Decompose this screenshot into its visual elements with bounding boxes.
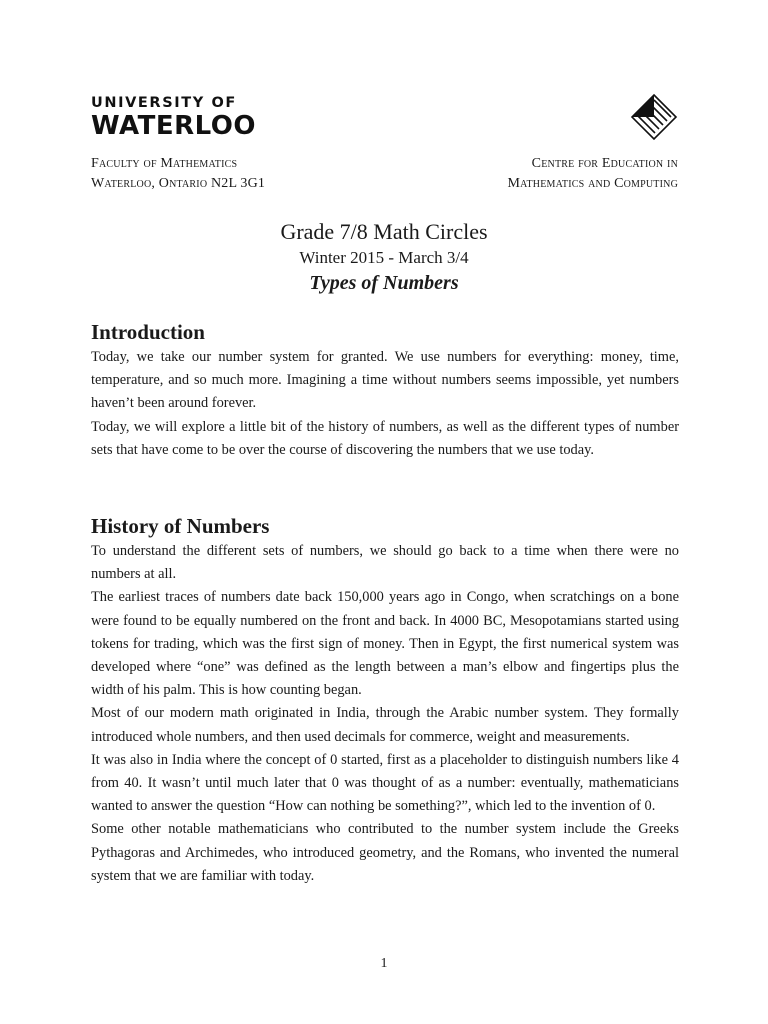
faculty-name: Faculty of Mathematics [91, 156, 238, 171]
history-paragraph: The earliest traces of numbers date back 150,000 years ago in Congo, when scratchings on a bone were found to be equally numbered on the front and back. In 4000 BC, Mesopotamians started using tokens for trading, which was the first sign of money. Then in Egypt, the first numerical system was developed where “one” was defined as the length between a man’s elbow and fingertips plus the width of his palm. This is how counting began. [91, 589, 679, 699]
centre-name [508, 154, 678, 194]
section-heading-history: History of Numbers [91, 514, 270, 538]
section-history-of-numbers [91, 512, 679, 888]
logo-line-waterloo: WATERLOO [91, 110, 256, 141]
faculty-city: Waterloo, Ontario N2L 3G1 [91, 176, 266, 191]
page-number: 1 [380, 956, 388, 971]
history-paragraph: To understand the different sets of numbers, we should go back to a time when there were no numbers at all. [91, 543, 679, 583]
section-heading-introduction: Introduction [91, 320, 205, 344]
centre-name-line2: Mathematics and Computing [507, 176, 678, 191]
document-date: Winter 2015 - March 3/4 [299, 248, 469, 267]
intro-paragraph: Today, we take our number system for granted. We use numbers for everything: money, time, temperature, and so much more. Imagining a time without numbers seems impossible, yet numbers haven’t been around forever. [91, 349, 679, 412]
faculty-address [91, 154, 265, 194]
cemc-logo-icon [630, 93, 678, 141]
history-paragraph: It was also in India where the concept of 0 started, first as a placeholder to distinguish numbers like 4 from 40. It wasn’t until much later that 0 was thought of as a number: eventually, mathematicians wanted to answer the question “How can nothing be something?”, which led to the invention of 0. [91, 751, 679, 815]
intro-paragraph: Today, we will explore a little bit of the history of numbers, as well as the different types of number sets that have come to be over the course of discovering the numbers that we use today. [91, 418, 679, 458]
document-topic: Types of Numbers [309, 272, 459, 294]
logo-line-university-of: UNIVERSITY OF [91, 95, 237, 111]
title-block [0, 219, 768, 296]
history-paragraph: Some other notable mathematicians who contributed to the number system include the Greeks Pythagoras and Archimedes, who introduced geometry, and the Romans, who invented the numeral system that we are familiar with today. [91, 821, 679, 884]
university-of-waterloo-logo [91, 96, 256, 139]
document-title: Grade 7/8 Math Circles [280, 219, 488, 244]
history-paragraph: Most of our modern math originated in India, through the Arabic number system. They formally introduced whole numbers, and then used decimals for commerce, weight and measurements. [91, 705, 679, 745]
centre-name-line1: Centre for Education in [531, 156, 678, 171]
section-introduction [91, 318, 679, 462]
